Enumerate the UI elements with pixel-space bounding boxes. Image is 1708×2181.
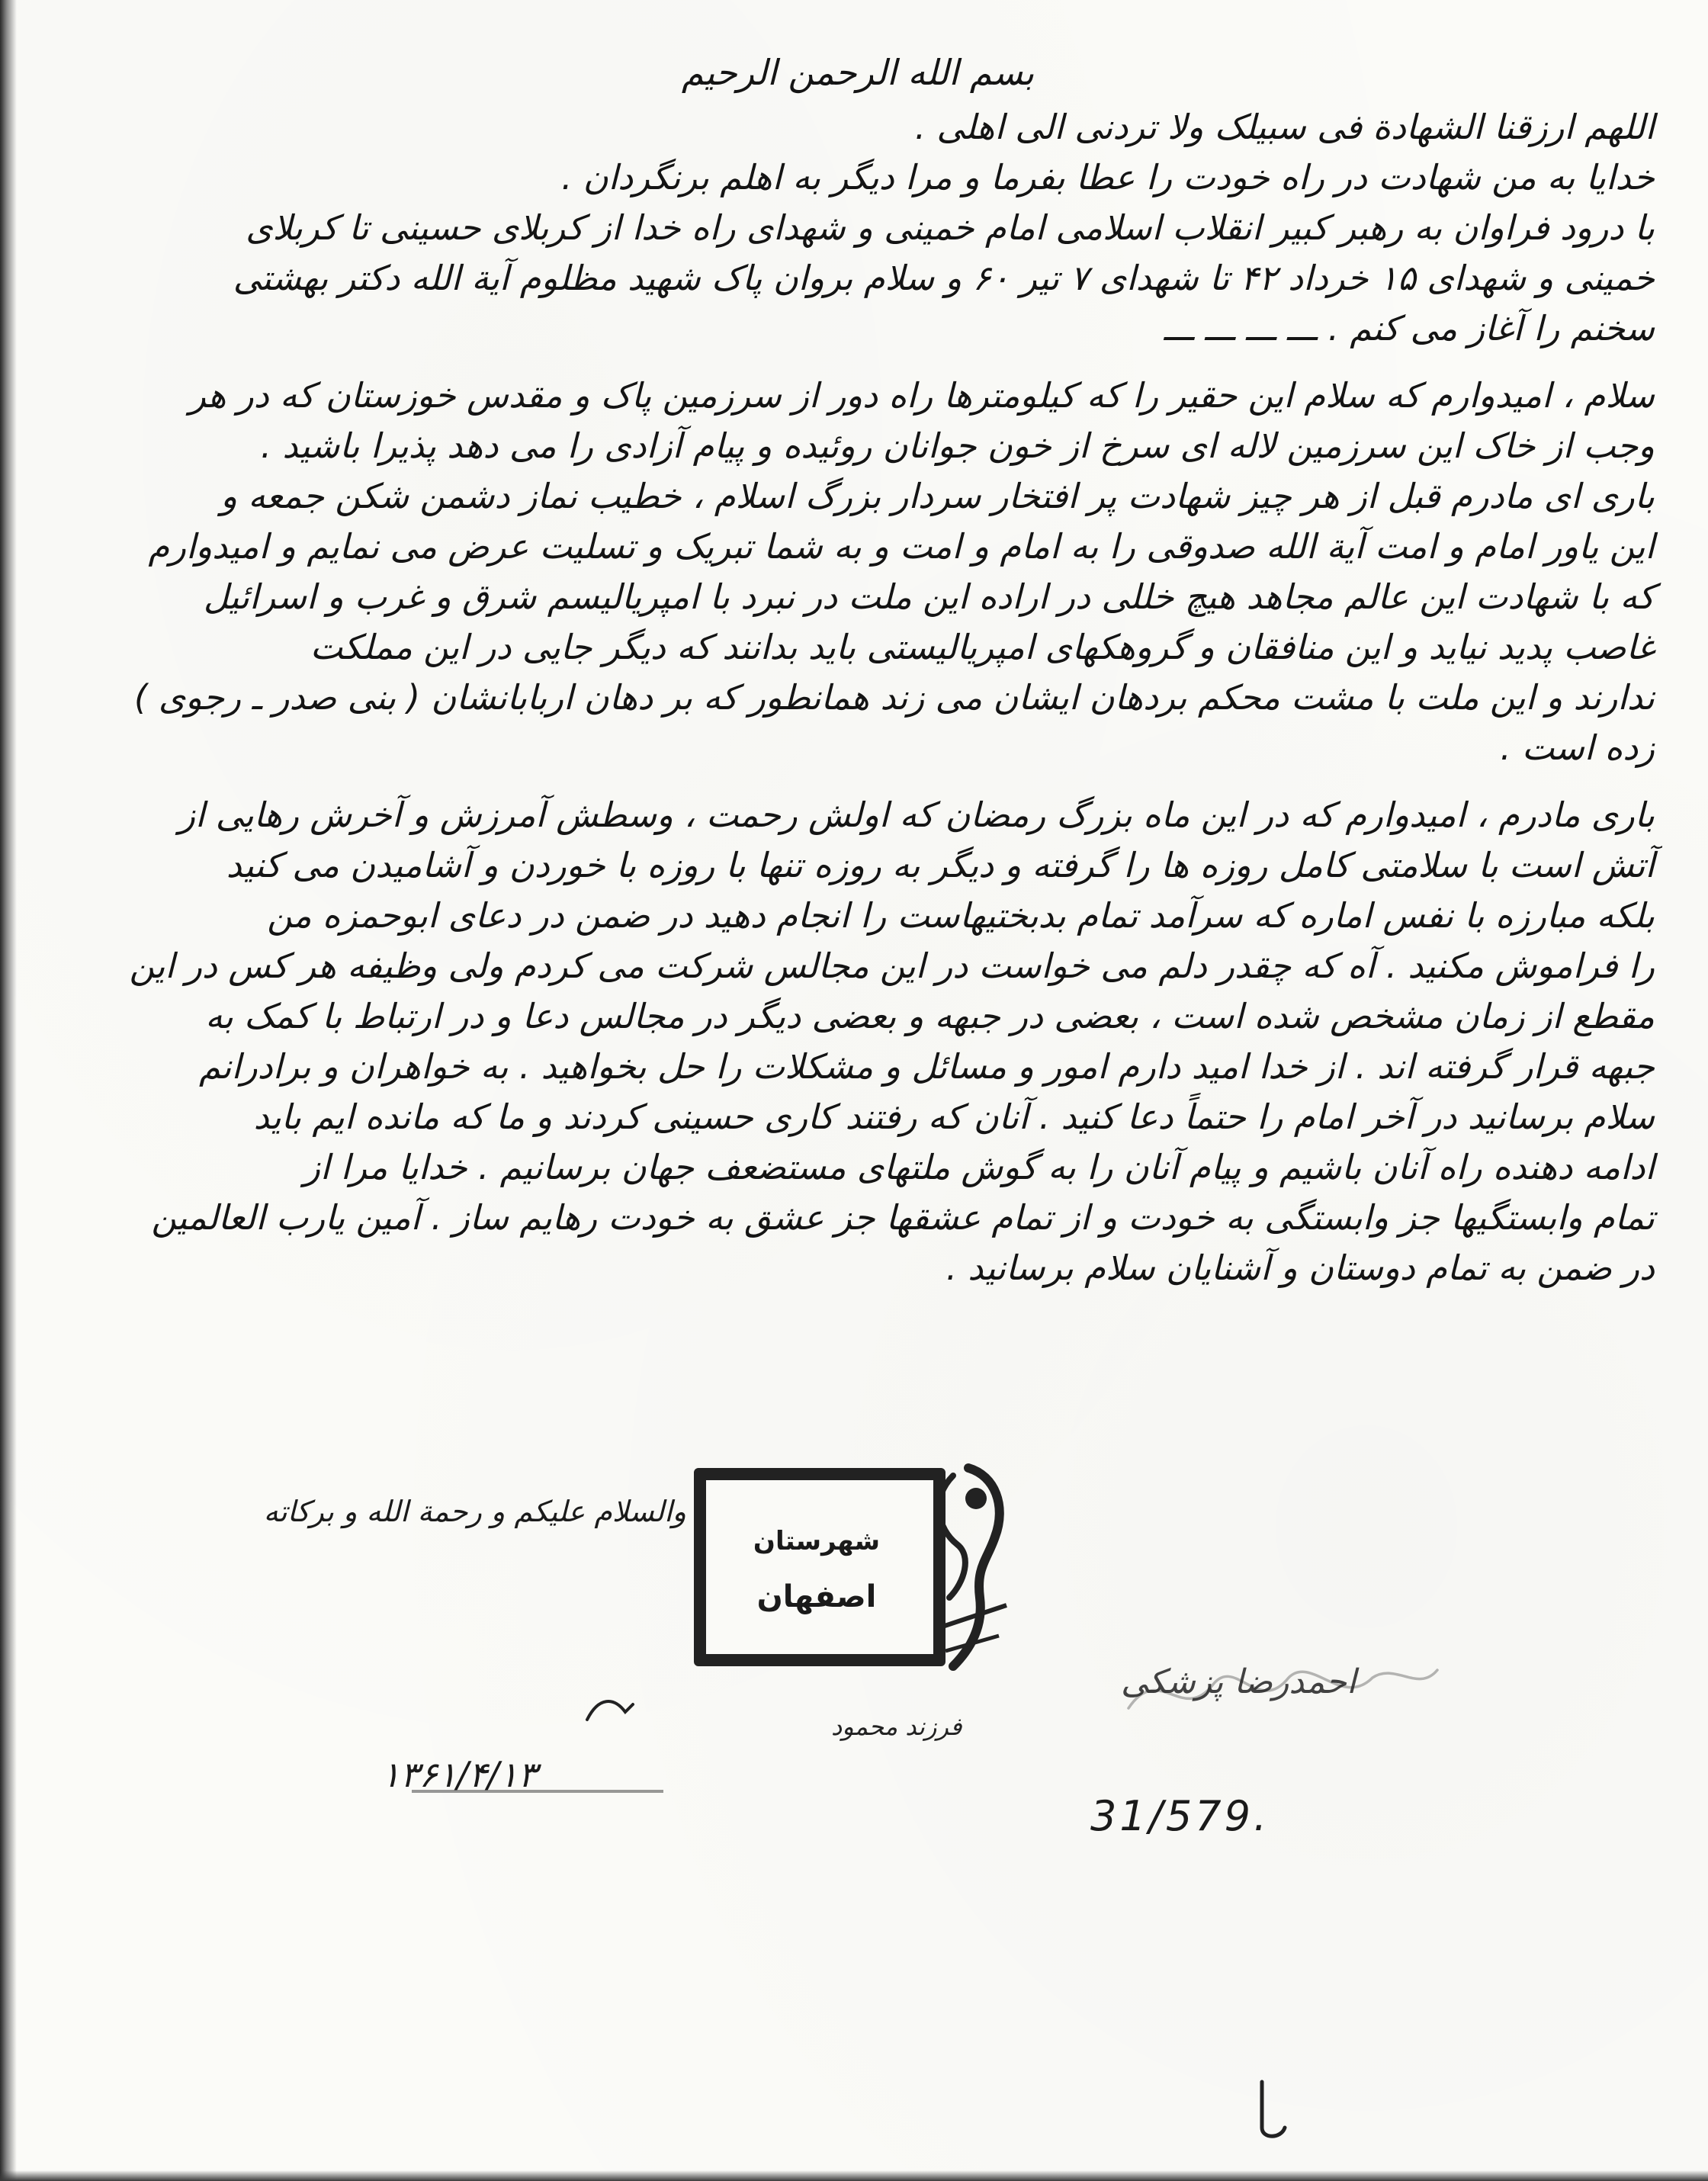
letter-line: آتش است با سلامتی کامل روزه ها را گرفته و دیگر به روزه تنها با روزه با خوردن و آشامیدن می کنید	[226, 845, 1655, 885]
letter-line: با درود فراوان به رهبر کبیر انقلاب اسلامی امام خمینی و شهدای راه خدا از کربلای حسینی تا کربلای	[246, 207, 1655, 248]
letter-line: در ضمن به تمام دوستان و آشنایان سلام برسانید .	[946, 1248, 1655, 1288]
archive-code-number: 31/579.	[1090, 1792, 1270, 1840]
letter-line: وجب از خاک این سرزمین لاله ای سرخ از خون جوانان روئیده و پیام آزادی را می دهد پذیرا باشید .	[260, 426, 1655, 466]
son-of-label: فرزند محمود	[831, 1712, 962, 1741]
letter-line: مقطع از زمان مشخص شده است ، بعضی در جبهه و بعضی دیگر در مجالس دعا و در ارتباط با کمک به	[205, 996, 1655, 1036]
letter-line: این یاور امام و امت آیة الله صدوقی را به امام و امت و به شما تبریک و تسلیت عرض می نمایم و امیدوارم	[148, 526, 1655, 567]
corner-mark-icon	[1250, 2074, 1296, 2143]
letter-line: غاصب پدید نیاید و این منافقان و گروهکهای امپریالیستی باید بدانند که دیگر جایی در این مملکت	[310, 627, 1655, 667]
official-stamp	[694, 1453, 1022, 1682]
letter-line: سلام برسانید در آخر امام را حتماً دعا کنید . آنان که رفتند کاری حسینی کردند و ما که مانده ایم باید	[253, 1097, 1655, 1137]
letter-line: تمام وابستگیها جز وابستگی به خودت و از تمام عشقها جز عشق به خودت رهایم ساز . آمین یارب العالمین	[151, 1197, 1655, 1238]
letter-heading: بسم الله الرحمن الرحیم	[681, 52, 1035, 93]
letter-body	[53, 46, 1662, 1293]
stamp-city-label: اصفهان	[756, 1579, 877, 1614]
letter-line: بلکه مبارزه با نفس اماره که سرآمد تمام بدبختیهاست را انجام دهید در ضمن در دعای ابوحمزه من	[267, 895, 1655, 936]
letter-line: ادامه دهنده راه آنان باشیم و پیام آنان را به گوش ملتهای مستضعف جهان برسانیم . خدایا مرا از	[303, 1147, 1655, 1187]
stamp-frame	[694, 1468, 946, 1666]
letter-line: که با شهادت این عالم مجاهد هیچ خللی در اراده این ملت در نبرد با امپریالیسم شرق و غرب و اسرائیل	[203, 577, 1655, 617]
letter-line: خمینی و شهدای ۱۵ خرداد ۴۲ تا شهدای ۷ تیر ۶۰ و سلام بروان پاک شهید مظلوم آیة الله دکتر بهشتی	[233, 258, 1655, 298]
letter-line: سخنم را آغاز می کنم . ـــ ـــ ـــ ـــ	[1164, 308, 1655, 349]
emblem-icon	[923, 1453, 1022, 1682]
initial-mark-icon	[580, 1689, 640, 1735]
scan-edge-bottom	[0, 2170, 1708, 2181]
letter-line: اللهم ارزقنا الشهادة فی سبیلک ولا تردنی الی اهلی .	[914, 107, 1655, 147]
letter-line: باری ای مادرم قبل از هر چیز شهادت پر افتخار سردار بزرگ اسلام ، خطیب نماز دشمن شکن جمعه و	[220, 476, 1655, 516]
letter-line: باری مادرم ، امیدوارم که در این ماه بزرگ رمضان که اولش رحمت ، وسطش آمرزش و آخرش رهایی از	[178, 795, 1655, 835]
closing-salutation: والسلام علیکم و رحمة الله و برکاته	[263, 1495, 686, 1528]
paragraph-gap	[53, 354, 1662, 371]
letter-line: را فراموش مکنید . آه که چقدر دلم می خواست در این مجالس شرکت می کردم ولی وظیفه هر کس در این	[129, 946, 1655, 986]
signature-name: احمدرضا پزشکی	[1121, 1662, 1356, 1701]
letter-line: خدایا به من شهادت در راه خودت را عطا بفرما و مرا دیگر به اهلم برنگردان .	[561, 157, 1655, 198]
letter-line: زده است .	[1500, 728, 1655, 768]
letter-date: ۱۳۶۱/۴/۱۳	[381, 1754, 537, 1795]
letter-line: ندارند و این ملت با مشت محکم بردهان ایشان می زند همانطور که بر دهان اربابانشان ( بنی صدر ـ رجوی )	[134, 677, 1655, 718]
stamp-county-label: شهرستان	[753, 1526, 881, 1556]
letter-line: سلام ، امیدوارم که سلام این حقیر را که کیلومترها راه دور از سرزمین پاک و مقدس خوزستان که در هر	[189, 375, 1655, 416]
scan-edge-left	[0, 0, 17, 2181]
letter-line: جبهه قرار گرفته اند . از خدا امید دارم امور و مسائل و مشکلات را حل بخواهید . به خواهران و برادرانم	[198, 1046, 1655, 1087]
paragraph-gap	[53, 773, 1662, 790]
